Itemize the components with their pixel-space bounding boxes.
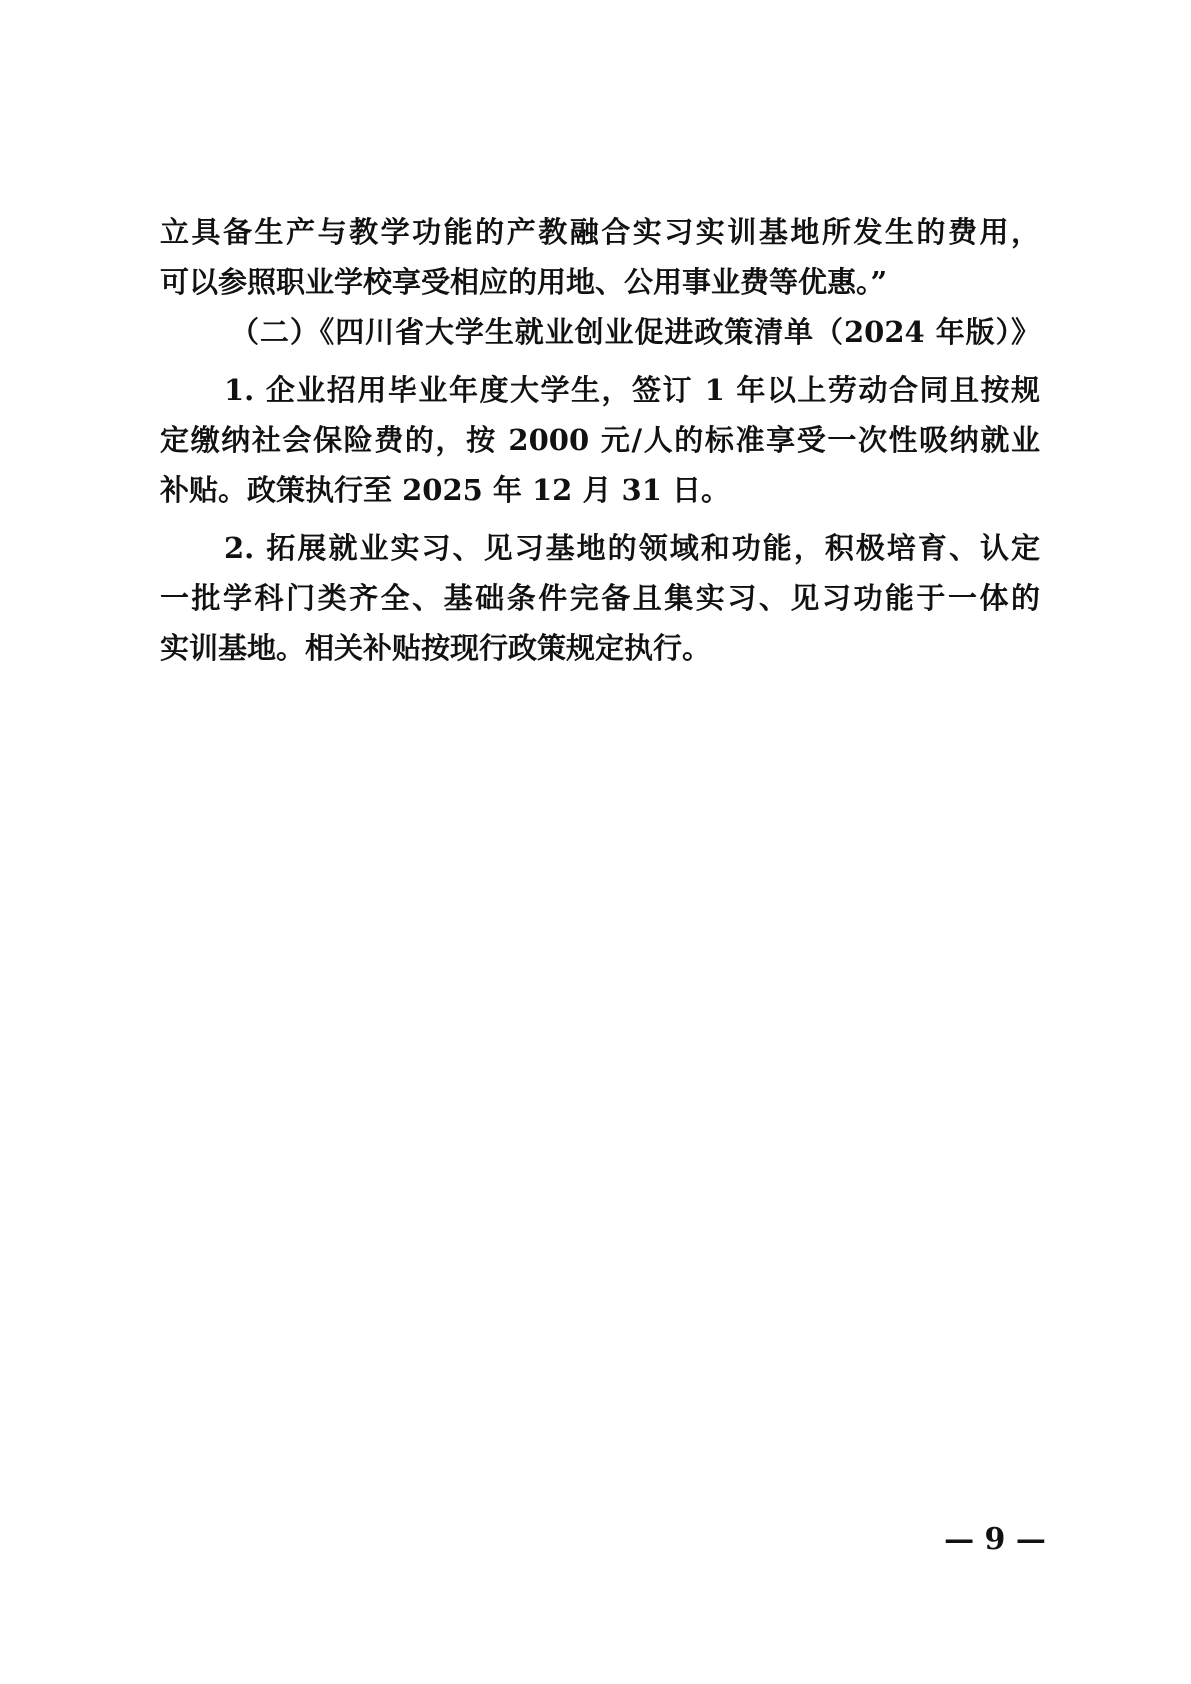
paragraph-line: 定缴纳社会保险费的，按 2000 元/人的标准享受一次性吸纳就业 [160,423,1040,457]
paragraph-line: 立具备生产与教学功能的产教融合实习实训基地所发生的费用， [160,215,1040,249]
paragraph-line: 实训基地。相关补贴按现行政策规定执行。 [160,631,712,665]
page-number: — 9 — [944,1522,1046,1557]
paragraph-line: 1. 企业招用毕业年度大学生，签订 1 年以上劳动合同且按规 [224,373,1040,407]
paragraph-line: 补贴。政策执行至 2025 年 12 月 31 日。 [160,473,731,507]
paragraph-line: 2. 拓展就业实习、见习基地的领域和功能，积极培育、认定 [224,531,1040,565]
paragraph-line: 可以参照职业学校享受相应的用地、公用事业费等优惠。” [160,265,888,299]
section-heading: （二）《四川省大学生就业创业促进政策清单（2024 年版）》 [230,315,1040,349]
paragraph-line: 一批学科门类齐全、基础条件完备且集实习、见习功能于一体的 [160,581,1040,615]
